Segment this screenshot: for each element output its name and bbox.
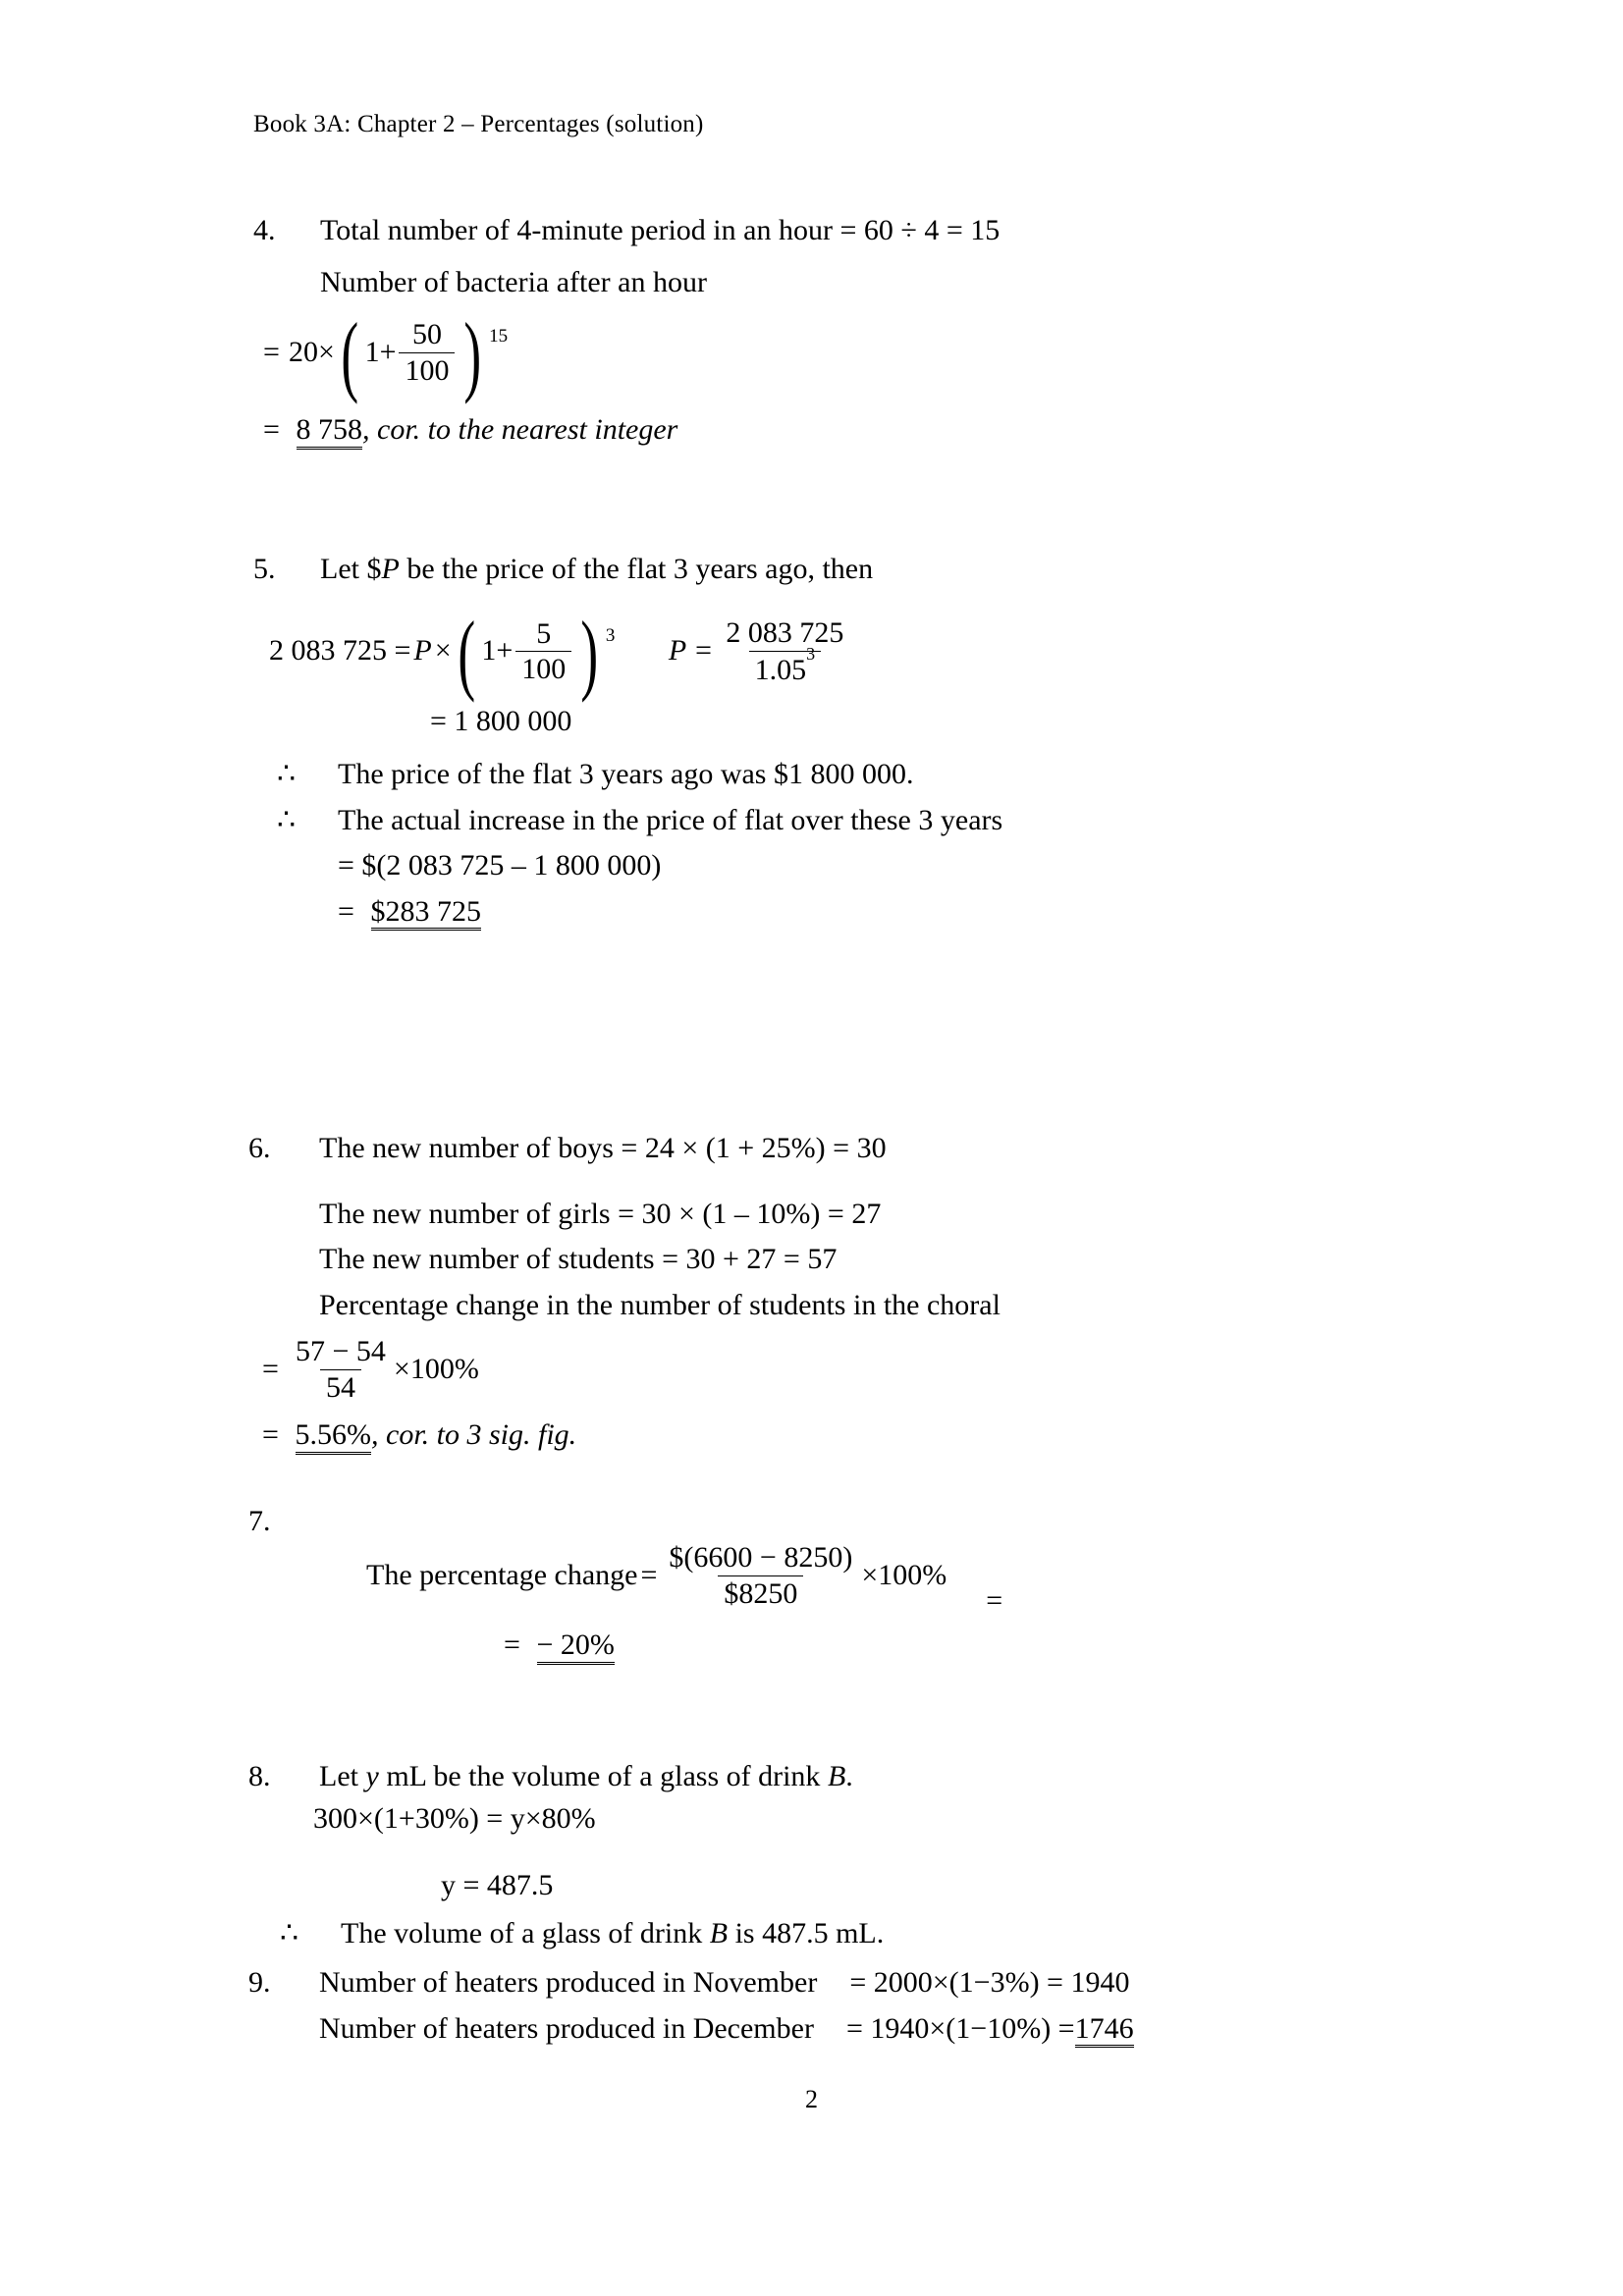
q6-eq-tail: ×100% bbox=[393, 1352, 479, 1385]
q5-therefore-text-2: The actual increase in the price of flat over these 3 years bbox=[338, 803, 1003, 836]
q7-frac-denominator: $8250 bbox=[718, 1575, 803, 1611]
q6-eq-lead: = bbox=[262, 1352, 279, 1385]
question-7-number: 7. bbox=[248, 1505, 271, 1537]
q8-therefore-text: The volume of a glass of drink B is 487.5 mL. bbox=[341, 1916, 885, 1949]
q5-fraction bbox=[515, 617, 571, 686]
q5-eq-times: × bbox=[434, 634, 452, 667]
q7-result-lead: = bbox=[504, 1629, 520, 1662]
q5-therefore-line-1 bbox=[277, 755, 1481, 795]
q7-frac-numerator: $(6600 − 8250) bbox=[669, 1541, 853, 1574]
question-6-block bbox=[248, 1129, 1476, 1458]
q9-line-2-label: Number of heaters produced in December bbox=[319, 2011, 814, 2045]
close-paren-icon: ) bbox=[463, 303, 482, 404]
q5-therefore-text-1: The price of the flat 3 years ago was $1 800 000. bbox=[338, 758, 914, 791]
q8-var-y: y bbox=[365, 1760, 379, 1792]
q5-eq-lhs: 2 083 725 = bbox=[269, 634, 411, 667]
therefore-icon: ∴ bbox=[277, 758, 297, 791]
question-4-block bbox=[253, 211, 1481, 453]
therefore-icon: ∴ bbox=[277, 803, 297, 836]
q9-line-1-equation: = 2000×(1−3%) = 1940 bbox=[849, 1966, 1130, 1999]
q5-p-value-number: 1 800 000 bbox=[454, 704, 572, 737]
question-4-number: 4. bbox=[253, 214, 276, 246]
q5-p-den-exponent: 3 bbox=[806, 643, 816, 664]
q4-fraction bbox=[399, 318, 455, 387]
q5-exponent: 3 bbox=[605, 624, 616, 646]
question-9-block bbox=[248, 1963, 1525, 2051]
q6-line-3: The new number of students = 30 + 27 = 57 bbox=[319, 1243, 838, 1275]
q4-line-2: Number of bacteria after an hour bbox=[320, 265, 707, 298]
question-9-number: 9. bbox=[248, 1966, 271, 1999]
q4-eq-base: 20× bbox=[289, 335, 335, 368]
question-8-block bbox=[248, 1757, 1476, 1955]
q5-p-numerator: 2 083 725 bbox=[726, 616, 844, 649]
q8-var-b: B bbox=[827, 1760, 846, 1792]
q5-p-fraction bbox=[720, 616, 849, 686]
q6-line-2: The new number of girls = 30 × (1 – 10%) = 27 bbox=[319, 1197, 882, 1230]
q5-final-answer bbox=[338, 892, 1481, 933]
q6-result-note: , cor. to 3 sig. fig. bbox=[371, 1418, 577, 1452]
q6-result-value: 5.56% bbox=[296, 1419, 372, 1455]
q4-result bbox=[263, 410, 1481, 451]
q5-equation-2 bbox=[669, 616, 853, 686]
q6-frac-denominator: 54 bbox=[320, 1369, 361, 1405]
q4-eq-inner-one: 1+ bbox=[364, 335, 397, 368]
q5-p-label: P = bbox=[668, 634, 714, 667]
q8-equation-2: y = 487.5 bbox=[441, 1869, 554, 1901]
question-4-body bbox=[263, 211, 1481, 451]
document-header: Book 3A: Chapter 2 – Percentages (solution) bbox=[253, 111, 704, 137]
q5-frac-denominator: 100 bbox=[515, 651, 571, 686]
question-7-body bbox=[307, 1502, 1505, 1666]
q4-equation bbox=[263, 303, 509, 404]
q5-final-value: $283 725 bbox=[371, 896, 482, 932]
q7-eq-tail: ×100% bbox=[861, 1558, 947, 1591]
q6-line-4: Percentage change in the number of students in the choral bbox=[319, 1288, 1001, 1321]
open-paren-icon: ( bbox=[458, 603, 475, 704]
page-number: 2 bbox=[805, 2085, 818, 2113]
q6-frac-numerator: 57 − 54 bbox=[296, 1335, 386, 1367]
q7-eq-sign: = bbox=[640, 1558, 658, 1591]
q5-equation-1 bbox=[269, 603, 616, 704]
q4-line-1: Total number of 4-minute period in an hour = 60 ÷ 4 = 15 bbox=[320, 214, 1001, 246]
q5-p-value bbox=[430, 702, 1481, 742]
q7-trailing-equals: = bbox=[986, 1583, 1003, 1617]
q6-fraction bbox=[290, 1335, 392, 1404]
question-9-body bbox=[319, 1963, 1525, 2049]
question-8-body bbox=[280, 1757, 1476, 1953]
q8-equation-1: 300×(1+30%) = y×80% bbox=[313, 1801, 596, 1835]
q5-therefore-line-2 bbox=[277, 801, 1481, 841]
q5-p-value-lead: = bbox=[430, 704, 447, 737]
open-paren-icon: ( bbox=[341, 303, 359, 404]
question-6-body bbox=[262, 1129, 1476, 1456]
q9-line-2 bbox=[319, 2009, 1525, 2050]
q4-result-note: , cor. to the nearest integer bbox=[362, 413, 678, 447]
q5-p-denominator: 1.05$^3$ bbox=[749, 651, 822, 687]
question-5-block bbox=[253, 550, 1481, 934]
q9-line-1-label: Number of heaters produced in November bbox=[319, 1966, 818, 1999]
q5-eq-p: P bbox=[413, 634, 432, 667]
q6-result bbox=[262, 1415, 1476, 1456]
q4-frac-numerator: 50 bbox=[411, 318, 442, 350]
q6-line-1: The new number of boys = 24 × (1 + 25%) = 30 bbox=[319, 1132, 887, 1164]
q4-frac-denominator: 100 bbox=[399, 352, 455, 388]
question-5-number: 5. bbox=[253, 553, 276, 585]
question-7-block bbox=[248, 1502, 1505, 1668]
question-6-number: 6. bbox=[248, 1132, 271, 1164]
q6-equation bbox=[262, 1335, 479, 1404]
q4-exponent: 15 bbox=[489, 326, 509, 347]
question-8-number: 8. bbox=[248, 1760, 271, 1792]
q7-result-value: − 20% bbox=[537, 1629, 615, 1665]
q7-label: The percentage change bbox=[366, 1558, 638, 1591]
q7-equation bbox=[366, 1541, 1003, 1617]
q4-eq-lead: = bbox=[263, 335, 280, 368]
q5-subtraction-line: = $(2 083 725 – 1 800 000) bbox=[338, 849, 662, 882]
q5-final-lead: = bbox=[338, 894, 354, 928]
q9-line-1 bbox=[319, 1963, 1525, 2003]
q5-frac-numerator: 5 bbox=[536, 616, 552, 650]
q6-result-lead: = bbox=[262, 1418, 279, 1452]
q9-final-value: 1746 bbox=[1075, 2013, 1134, 2049]
q7-result bbox=[504, 1626, 1505, 1666]
q8-line-1: Let y mL be the volume of a glass of drink B. bbox=[319, 1760, 853, 1792]
q4-result-value: 8 758 bbox=[297, 414, 363, 450]
q5-eq-inner-one: 1+ bbox=[481, 634, 514, 667]
q5-line-1: Let $P be the price of the flat 3 years ago, then bbox=[320, 553, 874, 585]
question-5-body bbox=[269, 550, 1481, 932]
q9-line-2-equation: = 1940×(1−10%) = bbox=[845, 2011, 1075, 2045]
q4-result-lead: = bbox=[263, 413, 280, 447]
close-paren-icon: ) bbox=[580, 603, 599, 704]
therefore-icon: ∴ bbox=[280, 1916, 299, 1949]
q7-fraction bbox=[663, 1541, 858, 1610]
q8-therefore-line bbox=[280, 1914, 1476, 1954]
